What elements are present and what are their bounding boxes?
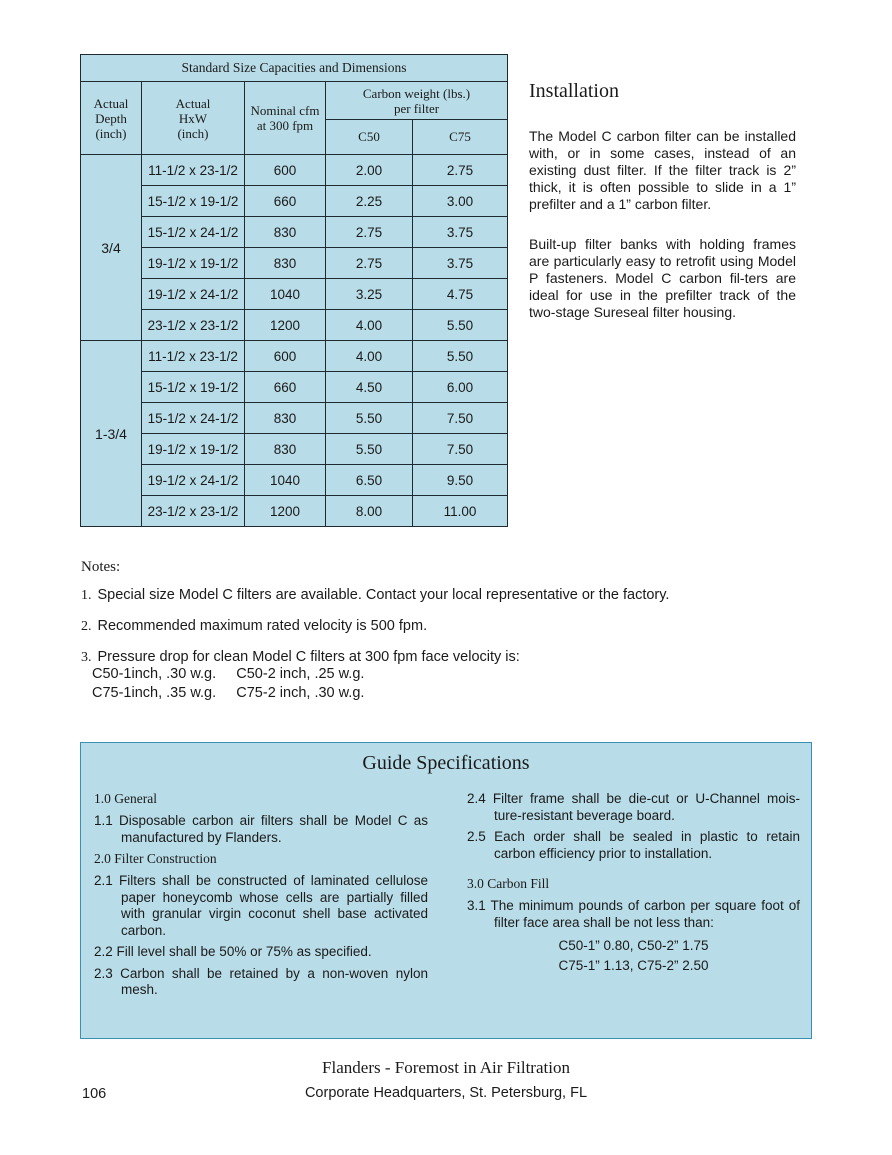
cfm-cell: 830 (245, 434, 326, 465)
c50-cell: 8.00 (326, 496, 413, 527)
table-row (81, 341, 508, 372)
page-number: 106 (82, 1086, 107, 1102)
c75-cell: 3.00 (413, 186, 508, 217)
c75-cell: 7.50 (413, 403, 508, 434)
c75-cell: 2.75 (413, 155, 508, 186)
c75-cell: 5.50 (413, 341, 508, 372)
fill-values-line-2: C75-1” 1.13, C75-2” 2.50 (558, 958, 709, 973)
table-row (81, 186, 508, 217)
section-general-heading: 1.0 General (94, 791, 157, 806)
installation-heading: Installation (529, 80, 619, 102)
note-3-line-2: C75-1inch, .35 w.g. C75-2 inch, .30 w.g. (92, 685, 365, 701)
table-row (81, 155, 508, 186)
note-2: 2. Recommended maximum rated velocity is 500 fpm. (81, 618, 428, 634)
spec-2-5: 2.5 Each order shall be sealed in plastic to retain carbon efficiency prior to installation. (467, 829, 800, 861)
note-3: 3. Pressure drop for clean Model C filters at 300 fpm face velocity is: (81, 649, 520, 665)
c50-cell: 2.25 (326, 186, 413, 217)
table-row (81, 248, 508, 279)
table-row (81, 310, 508, 341)
c75-cell: 5.50 (413, 310, 508, 341)
c50-cell: 5.50 (326, 403, 413, 434)
cfm-cell: 660 (245, 372, 326, 403)
cfm-cell: 600 (245, 341, 326, 372)
c75-cell: 9.50 (413, 465, 508, 496)
size-cell: 15-1/2 x 24-1/2 (142, 217, 245, 248)
guide-title: Guide Specifications (362, 752, 530, 774)
depth-cell: 3/4 (81, 155, 142, 341)
table-row (81, 465, 508, 496)
table-row (81, 403, 508, 434)
table-row (81, 496, 508, 527)
cfm-cell: 600 (245, 155, 326, 186)
c50-cell: 4.00 (326, 310, 413, 341)
size-cell: 23-1/2 x 23-1/2 (142, 310, 245, 341)
section-construction-heading: 2.0 Filter Construction (94, 851, 217, 866)
c75-cell: 7.50 (413, 434, 508, 465)
header-cfm: Nominal cfm at 300 fpm (245, 82, 326, 155)
spec-2-4: 2.4 Filter frame shall be die-cut or U-Channel mois-ture-resistant beverage board. (467, 791, 800, 823)
spec-2-3: 2.3 Carbon shall be retained by a non-woven nylon mesh. (94, 965, 428, 997)
size-cell: 15-1/2 x 19-1/2 (142, 372, 245, 403)
capacity-table (80, 54, 508, 527)
table-body (81, 155, 508, 527)
cfm-cell: 830 (245, 217, 326, 248)
fill-values-line-1: C50-1” 0.80, C50-2” 1.75 (558, 938, 709, 953)
table-row (81, 217, 508, 248)
cfm-cell: 1040 (245, 279, 326, 310)
c75-cell: 3.75 (413, 248, 508, 279)
note-3-line-1: C50-1inch, .30 w.g. C50-2 inch, .25 w.g. (92, 666, 365, 682)
c50-cell: 6.50 (326, 465, 413, 496)
spec-2-1: 2.1 Filters shall be constructed of laminated cellulose paper honeycomb whose cells are partially filled with granular virgin coconut shell base activated carbon. (94, 873, 428, 938)
table-row (81, 279, 508, 310)
cfm-cell: 1200 (245, 310, 326, 341)
c50-cell: 2.00 (326, 155, 413, 186)
note-1: 1. Special size Model C filters are available. Contact your local representative or the factory. (81, 587, 670, 603)
c50-cell: 4.00 (326, 341, 413, 372)
cfm-cell: 830 (245, 403, 326, 434)
cfm-cell: 830 (245, 248, 326, 279)
header-c75: C75 (413, 120, 508, 155)
guide-left-column (94, 791, 428, 1004)
section-carbon-fill-heading: 3.0 Carbon Fill (467, 876, 550, 891)
size-cell: 19-1/2 x 24-1/2 (142, 279, 245, 310)
guide-right-column (467, 791, 800, 976)
size-cell: 11-1/2 x 23-1/2 (142, 155, 245, 186)
spec-3-1: 3.1 The minimum pounds of carbon per square foot of filter face area shall be not less than: (467, 898, 800, 930)
c50-cell: 4.50 (326, 372, 413, 403)
cfm-cell: 1040 (245, 465, 326, 496)
c50-cell: 5.50 (326, 434, 413, 465)
size-cell: 23-1/2 x 23-1/2 (142, 496, 245, 527)
installation-paragraph-1: The Model C carbon filter can be installed with, or in some cases, instead of an existing dust filter. If the filter track is 2” thick, it is often possible to slide in a 1” prefilter and a 1” carbon filter. (529, 128, 796, 212)
size-cell: 15-1/2 x 24-1/2 (142, 403, 245, 434)
c75-cell: 4.75 (413, 279, 508, 310)
c75-cell: 6.00 (413, 372, 508, 403)
cfm-cell: 660 (245, 186, 326, 217)
header-size: Actual HxW (inch) (142, 82, 245, 155)
header-depth: Actual Depth (inch) (81, 82, 142, 155)
notes-heading: Notes: (81, 559, 121, 575)
footer-address: Corporate Headquarters, St. Petersburg, FL (304, 1085, 588, 1101)
spec-1-1: 1.1 Disposable carbon air filters shall be Model C as manufactured by Flanders. (94, 813, 428, 845)
c50-cell: 2.75 (326, 248, 413, 279)
size-cell: 19-1/2 x 19-1/2 (142, 248, 245, 279)
spec-2-2: 2.2 Fill level shall be 50% or 75% as specified. (94, 944, 372, 959)
size-cell: 15-1/2 x 19-1/2 (142, 186, 245, 217)
table-row (81, 434, 508, 465)
installation-paragraph-2: Built-up filter banks with holding frames are particularly easy to retrofit using Model P fasteners. Model C carbon fil-ters are ideal for use in the prefilter track of the two-stage Sureseal filter housing. (529, 236, 796, 320)
table-title: Standard Size Capacities and Dimensions (81, 55, 508, 82)
header-c50: C50 (326, 120, 413, 155)
header-carbon-weight: Carbon weight (lbs.) per filter (326, 82, 508, 120)
cfm-cell: 1200 (245, 496, 326, 527)
footer-tagline: Flanders - Foremost in Air Filtration (322, 1058, 570, 1077)
size-cell: 19-1/2 x 19-1/2 (142, 434, 245, 465)
c50-cell: 3.25 (326, 279, 413, 310)
guide-specifications-box (80, 742, 812, 1039)
c75-cell: 3.75 (413, 217, 508, 248)
size-cell: 19-1/2 x 24-1/2 (142, 465, 245, 496)
depth-cell: 1-3/4 (81, 341, 142, 527)
c75-cell: 11.00 (413, 496, 508, 527)
c50-cell: 2.75 (326, 217, 413, 248)
size-cell: 11-1/2 x 23-1/2 (142, 341, 245, 372)
table-row (81, 372, 508, 403)
